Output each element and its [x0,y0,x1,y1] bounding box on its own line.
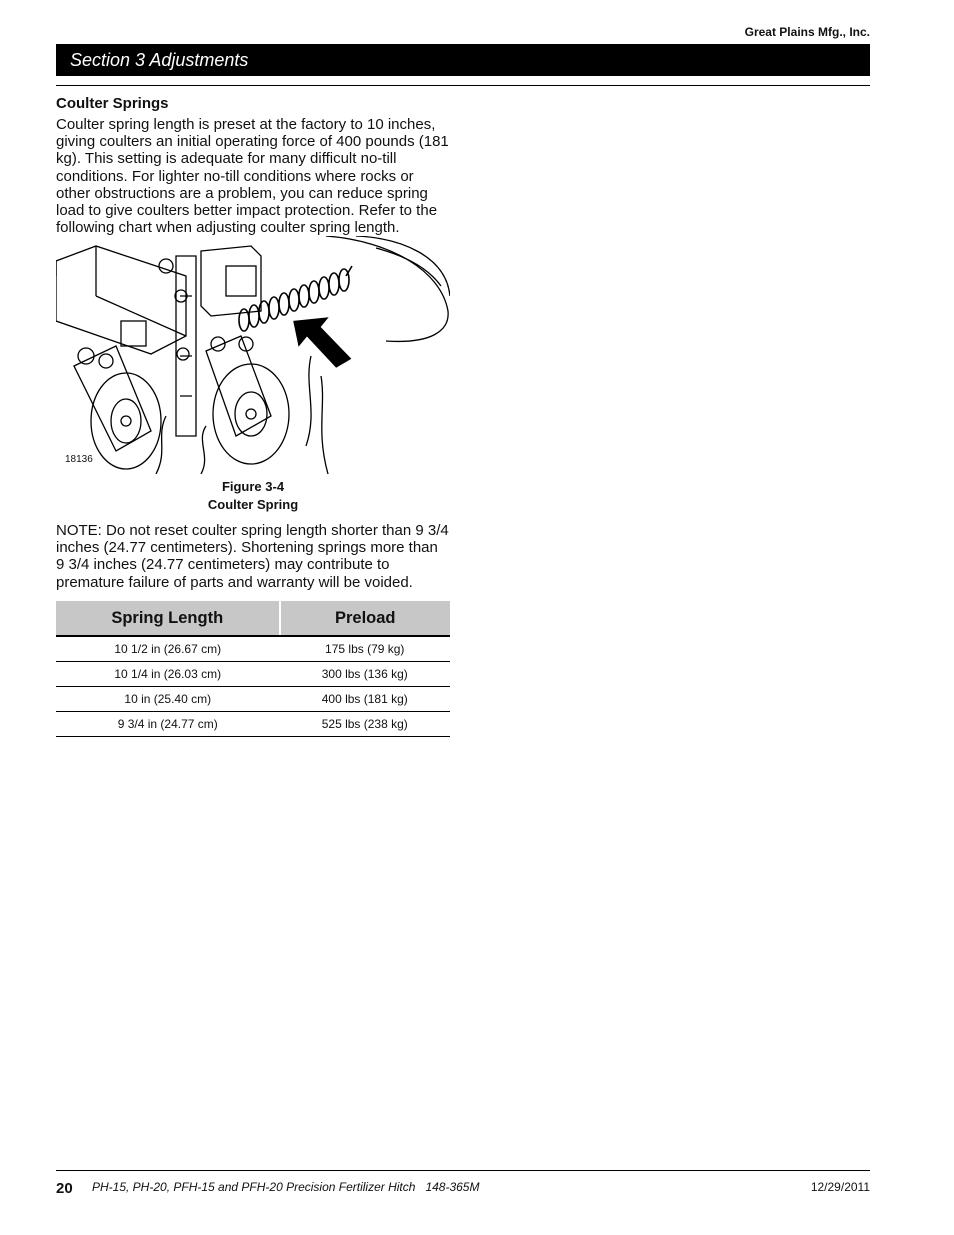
preload-cell: 400 lbs (181 kg) [280,687,451,712]
section-title: Section 3 Adjustments [70,50,249,70]
preload-cell: 525 lbs (238 kg) [280,712,451,737]
header-divider [56,85,870,86]
header-spring-length: Spring Length [56,601,280,636]
note-paragraph: NOTE: Do not reset coulter spring length shorter than 9 3/4 inches (24.77 centimeters). Shortening springs more than 9 3/4 inches (24.77 centimeters) may contribute to premature failure of parts and warranty will be voided. [56,522,449,591]
header-preload: Preload [280,601,451,636]
document-date: 12/29/2011 [810,1180,870,1194]
figure-title: Coulter Spring [207,497,299,512]
spring-length-cell: 10 1/4 in (26.03 cm) [56,662,280,687]
intro-paragraph: Coulter spring length is preset at the factory to 10 inches, giving coulters an initial operating force of 400 pounds (181 kg). This setting is adequate for many difficult no-till conditions. For lighter no-till conditions where rocks or other obstructions are a problem, you can reduce spring load to give coulters better impact protection. Refer to the following chart when adjusting coulter spring length. [56,116,449,237]
preload-cell: 300 lbs (136 kg) [280,662,451,687]
spring-length-cell: 10 in (25.40 cm) [56,687,280,712]
figure-part-number: 18136 [65,454,93,465]
page-number: 20 [56,1180,73,1197]
spring-length-cell: 9 3/4 in (24.77 cm) [56,712,280,737]
table-row [56,662,450,687]
spring-length-table [56,601,450,737]
footer-divider [56,1170,870,1171]
table-row [56,636,450,662]
section-heading: Coulter Springs [56,95,169,112]
coulter-spring-figure [56,236,450,474]
preload-cell: 175 lbs (79 kg) [280,636,451,662]
table-row [56,712,450,737]
spring-pointer-arrow [292,316,353,369]
company-name: Great Plains Mfg., Inc. [744,25,870,39]
table-row [56,687,450,712]
coulter-spring-illustration [56,236,450,474]
spring-length-cell: 10 1/2 in (26.67 cm) [56,636,280,662]
figure-caption [56,478,450,514]
document-title: PH-15, PH-20, PFH-15 and PFH-20 Precision Fertilizer Hitch 148-365M [92,1180,480,1194]
section-title-bar [56,44,870,76]
figure-number: Figure 3-4 [221,479,285,494]
